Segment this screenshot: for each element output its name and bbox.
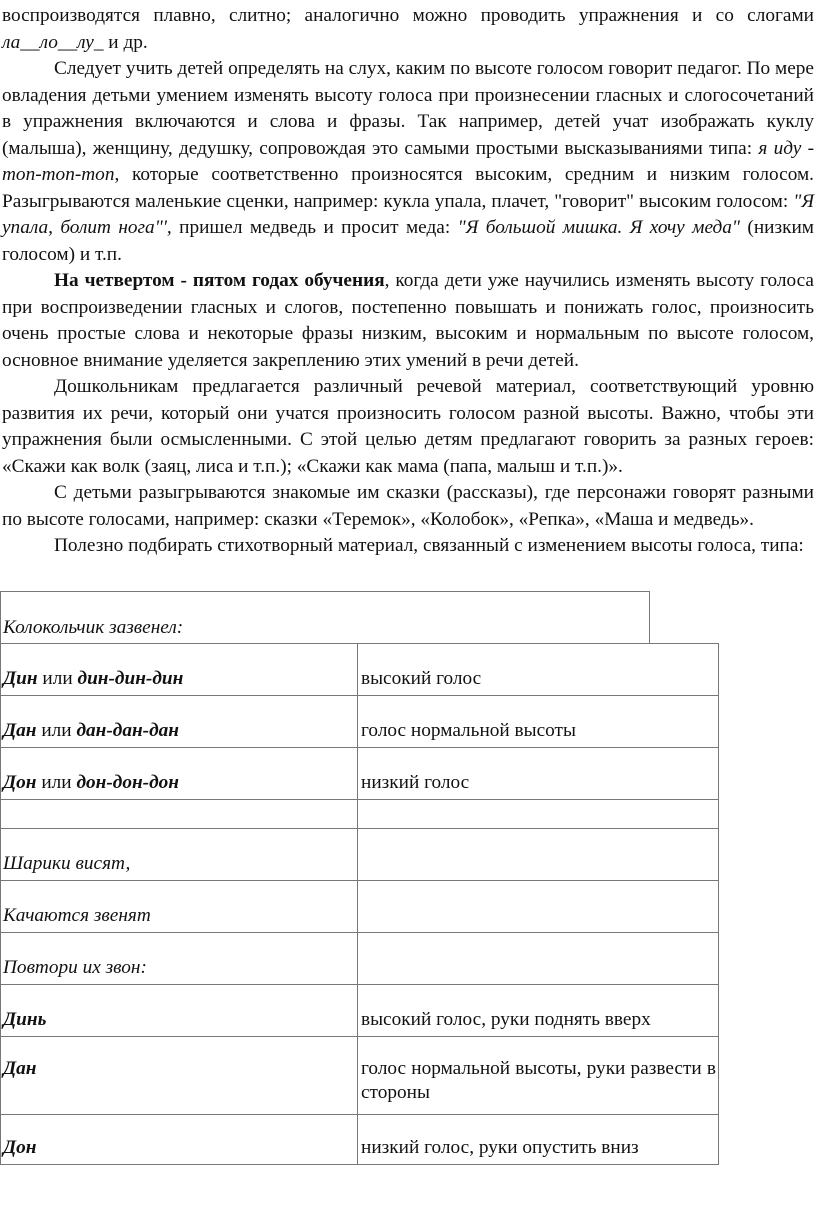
doll-quote: "Я упала, болит нога"', — [2, 190, 814, 238]
pitch-cell: высокий голос — [358, 644, 719, 696]
table-header-cell — [0, 591, 650, 643]
phrase-example: я иду - топ-топ-топ — [2, 137, 814, 185]
bear-quote: "Я большой мишка. Я хочу меда" — [457, 217, 741, 238]
verse-cell: Дон или дон-дон-дон — [1, 748, 358, 800]
table-row — [1, 829, 719, 881]
body-text — [2, 3, 814, 560]
table-row — [1, 881, 719, 933]
verse-cell: Качаются звенят — [1, 881, 358, 933]
paragraph-6: Полезно подбирать стихотворный материал, связанный с изменением высоты голоса, типа: — [54, 535, 804, 556]
pitch-cell — [358, 933, 719, 985]
verse-table — [0, 643, 719, 1165]
paragraph-2: Следует учить детей определять на слух, каким по высоте голосом говорит педагог. По мере овладения детьми умением изменять высоту голоса при произнесении гласных и слогосочетаний в упражнения включаются и слова и фразы. Так например, детей учат изображать куклу (малыша), женщину, дедушку, сопровождая это самыми простыми высказываниями типа: я иду - топ-топ-топ, которые соответственно произносятся высоким, средним и низким голосом. Разыгрываются маленькие сценки, например: кукла упала, плачет, "говорит" высоким голосом: "Я упала, болит нога"', пришел медведь и просит меда: "Я большой мишка. Я хочу меда" (низким голосом) и т.п. — [2, 58, 814, 265]
pitch-cell — [358, 881, 719, 933]
pitch-cell: голос нормальной высоты, руки развести в стороны — [358, 1037, 719, 1115]
paragraph-4: Дошкольникам предлагается различный речевой материал, соответствующий уровню развития их речи, который они учатся произносить голосом разной высоты. Важно, чтобы эти упражнения были осмысленными. С этой целью детям предлагают говорить за разных героев: «Скажи как волк (заяц, лиса и т.п.); «Скажи как мама (папа, малыш и т.п.)». — [2, 376, 814, 477]
table-row — [1, 1037, 719, 1115]
table-row — [1, 985, 719, 1037]
section-heading-inline: На четвертом - пятом годах обучения — [54, 270, 385, 291]
verse-cell: Повтори их звон: — [1, 933, 358, 985]
verse-cell — [1, 800, 358, 829]
pitch-cell: низкий голос, руки опустить вниз — [358, 1115, 719, 1165]
table-row — [1, 933, 719, 985]
pitch-cell — [358, 829, 719, 881]
pitch-cell: высокий голос, руки поднять вверх — [358, 985, 719, 1037]
verse-cell: Динь — [1, 985, 358, 1037]
table-row — [1, 1115, 719, 1165]
paragraph-1: воспроизводятся плавно, слитно; аналогично можно проводить упражнения и со слогами ла__ло__лу_ и др. — [2, 5, 814, 53]
table-row — [1, 748, 719, 800]
verse-cell: Дан или дан-дан-дан — [1, 696, 358, 748]
verse-title: Колокольчик зазвенел: — [3, 617, 184, 638]
paragraph-3: На четвертом - пятом годах обучения, когда дети уже научились изменять высоту голоса при воспроизведении гласных и слогов, постепенно повышать и понижать голос, произносить очень простые слова и некоторые фразы низким, высоким и нормальным по высоте голосом, основное внимание уделяется закреплению этих умений в речи детей. — [2, 270, 814, 371]
syllables-example: ла__ло__лу_ — [2, 31, 104, 53]
verse-cell: Дон — [1, 1115, 358, 1165]
pitch-cell: голос нормальной высоты — [358, 696, 719, 748]
verse-cell: Дан — [1, 1037, 358, 1115]
verse-cell: Шарики висят, — [1, 829, 358, 881]
table-row — [1, 644, 719, 696]
verse-cell: Дин или дин-дин-дин — [1, 644, 358, 696]
paragraph-5: С детьми разыгрываются знакомые им сказки (рассказы), где персонажи говорят разными по высоте голосами, например: сказки «Теремок», «Колобок», «Репка», «Маша и медведь». — [2, 482, 814, 530]
table-row — [1, 800, 719, 829]
pitch-cell: низкий голос — [358, 748, 719, 800]
pitch-cell — [358, 800, 719, 829]
table-row — [1, 696, 719, 748]
